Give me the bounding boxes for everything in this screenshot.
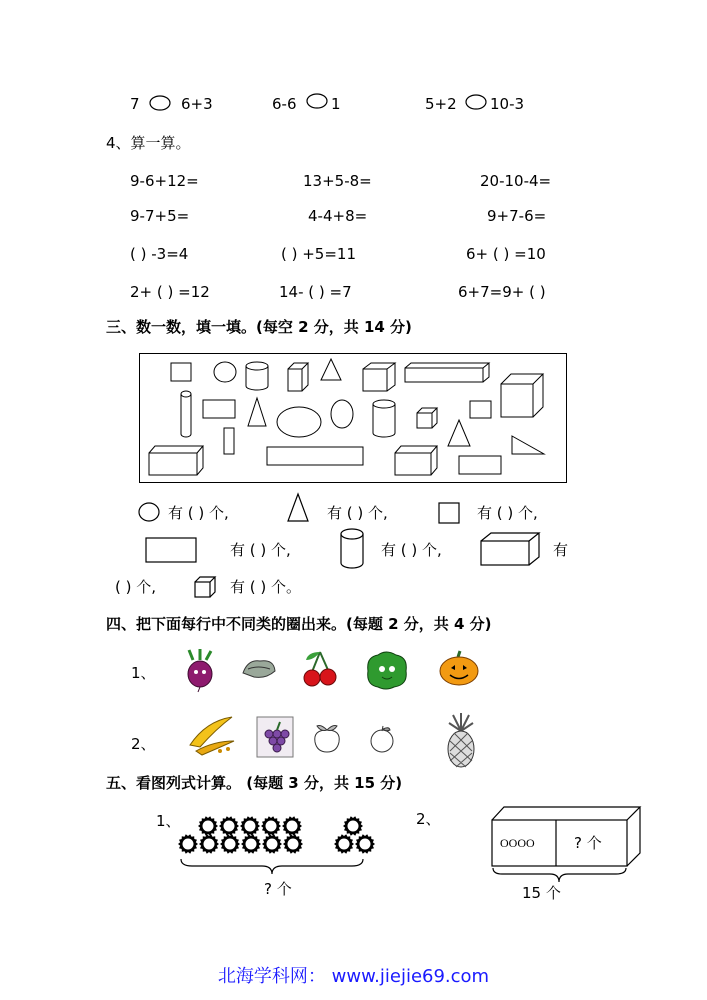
compare-b2: 1 (331, 95, 341, 113)
fill-cylinder: 有 ( ) 个, (381, 541, 442, 559)
shape-rect (203, 400, 235, 418)
shape-circle (214, 362, 236, 382)
shape-cube (417, 408, 437, 428)
q1-label: 1、 (156, 812, 181, 830)
grapes-icon[interactable] (256, 716, 294, 758)
gear-counter (178, 834, 198, 853)
cuboid-icon (480, 531, 542, 567)
q2-total: 15 个 (522, 884, 561, 902)
fill-cuboid-b: ( ) 个, (115, 578, 157, 596)
compare-circle-1[interactable] (149, 95, 171, 111)
gear-counter (240, 816, 260, 835)
shape-cylinder (181, 391, 191, 437)
shape-right-triangle (512, 436, 544, 454)
calc-r1-c2: 13+5-8= (303, 172, 372, 190)
shape-rect (459, 456, 501, 474)
q1-unknown: ? 个 (264, 880, 292, 898)
shape-cuboid (363, 363, 395, 391)
fill-triangle: 有 ( ) 个, (327, 504, 388, 522)
compare-c2: 10-3 (490, 95, 525, 113)
pineapple-icon[interactable] (443, 713, 479, 769)
shapes-box (139, 353, 567, 483)
shape-rect (267, 447, 363, 465)
square-icon (438, 502, 460, 524)
apple-icon[interactable] (368, 725, 396, 753)
gear-counter (219, 816, 239, 835)
brace-1 (180, 858, 364, 878)
lettuce-icon[interactable] (364, 649, 410, 691)
pumpkin-icon[interactable] (438, 651, 480, 687)
q2-left-text: OOOO (500, 836, 535, 850)
shape-circle (277, 407, 321, 437)
shape-cylinder (246, 362, 268, 390)
gear-counter (241, 834, 261, 853)
compare-a2: 6+3 (181, 95, 213, 113)
shape-cuboid (288, 363, 308, 391)
shape-square (470, 401, 491, 418)
row2-label: 2、 (131, 735, 156, 753)
section4b-title: 四、把下面每行中不同类的圈出来。(每题 2 分，共 4 分) (106, 615, 492, 633)
shape-square (171, 363, 191, 381)
shape-cuboid (405, 363, 489, 382)
cylinder-icon (339, 528, 365, 570)
fill-rect: 有 ( ) 个, (230, 541, 291, 559)
section5-title: 五、看图列式计算。 (每题 3 分，共 15 分) (106, 774, 403, 792)
shape-triangle (448, 420, 470, 446)
gear-counter (262, 834, 282, 853)
compare-c: 5+2 (425, 95, 457, 113)
fill-cube: 有 ( ) 个。 (230, 578, 302, 596)
compare-b: 6-6 (272, 95, 297, 113)
gear-counter (261, 816, 281, 835)
rectangle-icon (145, 537, 197, 563)
gear-counter (282, 816, 302, 835)
circle-icon (138, 502, 162, 522)
gear-counter (199, 834, 219, 853)
calc-r4-c3: 6+7=9+ ( ) (458, 283, 546, 301)
calc-r3-c2: ( ) +5=11 (281, 245, 357, 263)
calc-r2-c2: 4-4+8= (308, 207, 368, 225)
shape-triangle (248, 398, 266, 426)
q2-label: 2、 (416, 810, 441, 828)
shape-cuboid (149, 446, 203, 475)
fill-square: 有 ( ) 个, (477, 504, 538, 522)
gear-counter (220, 834, 240, 853)
fill-circle: 有 ( ) 个, (168, 504, 229, 522)
fill-cuboid-a: 有 (553, 541, 569, 559)
gear-counter (355, 834, 375, 853)
compare-a: 7 (130, 95, 140, 113)
peach-icon[interactable] (311, 724, 343, 754)
gear-counter (334, 834, 354, 853)
shape-cuboid (395, 446, 437, 475)
section4-title: 4、算一算。 (106, 134, 191, 152)
gear-group (170, 815, 380, 857)
section3-title: 三、数一数，填一填。(每空 2 分，共 14 分) (106, 318, 412, 336)
calc-r2-c3: 9+7-6= (487, 207, 547, 225)
row1-label: 1、 (131, 664, 156, 682)
shape-rect (224, 428, 234, 454)
beet-icon[interactable] (181, 648, 219, 692)
compare-circle-3[interactable] (465, 94, 487, 110)
calc-r4-c1: 2+ ( ) =12 (130, 283, 210, 301)
shape-circle (331, 400, 353, 428)
triangle-icon (287, 493, 309, 523)
calc-r3-c1: ( ) -3=4 (130, 245, 189, 263)
q2-right-text: ? 个 (574, 834, 602, 852)
calc-r3-c3: 6+ ( ) =10 (466, 245, 546, 263)
shape-triangle (321, 359, 341, 380)
footer: 北海学科网： www.jiejie69.com (217, 966, 490, 987)
compare-circle-2[interactable] (306, 93, 328, 109)
cabbage-icon[interactable] (240, 655, 278, 681)
calc-r1-c1: 9-6+12= (130, 172, 199, 190)
banana-icon[interactable] (186, 715, 238, 755)
gear-counter (343, 816, 363, 835)
calc-r2-c1: 9-7+5= (130, 207, 190, 225)
calc-r4-c2: 14- ( ) =7 (279, 283, 352, 301)
cherry-icon[interactable] (300, 650, 340, 688)
shape-cube (501, 374, 543, 417)
brace-2 (492, 867, 628, 885)
cube-icon (194, 576, 218, 598)
shape-cylinder (373, 400, 395, 437)
gear-counter (283, 834, 303, 853)
gear-counter (198, 816, 218, 835)
calc-r1-c3: 20-10-4= (480, 172, 552, 190)
